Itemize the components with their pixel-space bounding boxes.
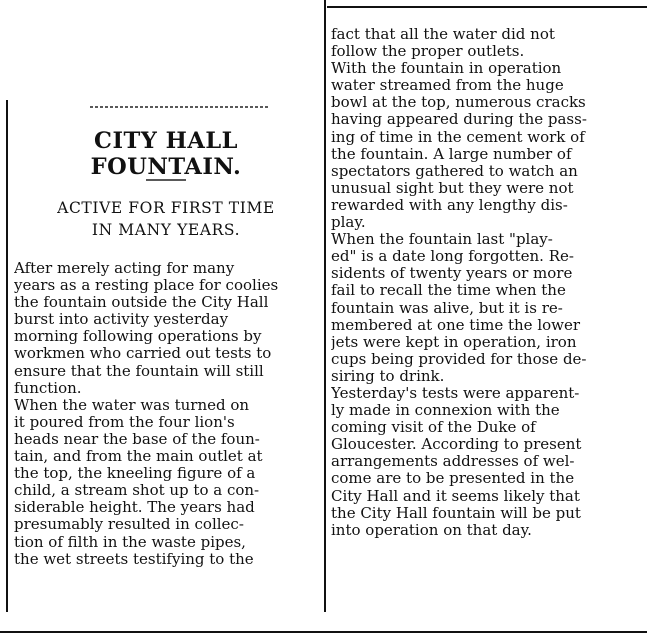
ornament-rule-middle (146, 177, 186, 183)
text-line: When the fountain last "play- (331, 231, 553, 249)
text-line: the top, the kneeling figure of a (14, 465, 256, 483)
text-line: the wet streets testifying to the (14, 550, 254, 568)
text-line: membered at one time the lower (331, 316, 581, 334)
text-line: come are to be presented in the (331, 470, 575, 488)
text-line: arrangements addresses of wel- (331, 453, 575, 471)
text-line: With the fountain in operation (331, 60, 562, 78)
left-column-divider (6, 100, 8, 612)
text-line: the City Hall fountain will be put (331, 504, 581, 522)
subheadline-line-1: ACTIVE FOR FIRST TIME (57, 199, 275, 217)
top-right-rule (327, 6, 647, 8)
text-line: morning following operations by (14, 328, 262, 346)
left-column-text (14, 260, 316, 568)
text-line: fail to recall the time when the (331, 282, 566, 300)
text-line: it poured from the four lion's (14, 413, 235, 431)
text-line: tain, and from the main outlet at (14, 448, 263, 466)
text-line: City Hall and it seems likely that (331, 487, 580, 505)
text-line: After merely acting for many (14, 260, 235, 277)
text-line: tion of filth in the waste pipes, (14, 533, 246, 551)
text-line: coming visit of the Duke of (331, 419, 536, 437)
text-line: presumably resulted in collec- (14, 516, 244, 534)
text-line: follow the proper outlets. (331, 43, 525, 61)
bottom-rule (0, 631, 647, 633)
text-line: unusual sight but they were not (331, 179, 574, 197)
text-line: rewarded with any lengthy dis- (331, 196, 568, 214)
text-line: fact that all the water did not (331, 26, 555, 43)
text-line: ly made in connexion with the (331, 402, 560, 420)
text-line: water streamed from the huge (331, 77, 564, 95)
text-line: years as a resting place for coolies (14, 277, 279, 295)
text-line: the fountain outside the City Hall (14, 294, 269, 312)
text-line: siring to drink. (331, 367, 445, 385)
ornament-rule-top (90, 103, 270, 111)
text-line: function. (14, 379, 82, 397)
text-line: Yesterday's tests were apparent- (331, 384, 580, 402)
text-line: the fountain. A large number of (331, 145, 572, 163)
text-line: sidents of twenty years or more (331, 265, 573, 283)
text-line: ed" is a date long forgotten. Re- (331, 248, 574, 266)
text-line: When the water was turned on (14, 396, 250, 414)
text-line: cups being provided for those de- (331, 350, 587, 368)
text-line: having appeared during the pass- (331, 111, 587, 129)
column-divider (324, 0, 326, 612)
article-headline: CITY HALL FOUNTAIN. (90, 128, 242, 180)
article-subheadline (16, 197, 316, 241)
subheadline-line-2: IN MANY YEARS. (91, 221, 241, 239)
text-line: ing of time in the cement work of (331, 128, 585, 146)
text-line: ensure that the fountain will still (14, 362, 264, 380)
text-line: heads near the base of the foun- (14, 430, 260, 448)
text-line: into operation on that day. (331, 521, 532, 539)
text-line: burst into activity yesterday (14, 311, 229, 329)
text-line: workmen who carried out tests to (14, 345, 272, 363)
right-column-text (331, 26, 633, 539)
text-line: jets were kept in operation, iron (331, 333, 577, 351)
text-line: Gloucester. According to present (331, 436, 582, 454)
text-line: fountain was alive, but it is re- (331, 299, 563, 317)
text-line: siderable height. The years had (14, 499, 255, 517)
text-line: child, a stream shot up to a con- (14, 482, 260, 500)
text-line: spectators gathered to watch an (331, 162, 578, 180)
text-line: bowl at the top, numerous cracks (331, 94, 586, 112)
text-line: play. (331, 214, 366, 232)
